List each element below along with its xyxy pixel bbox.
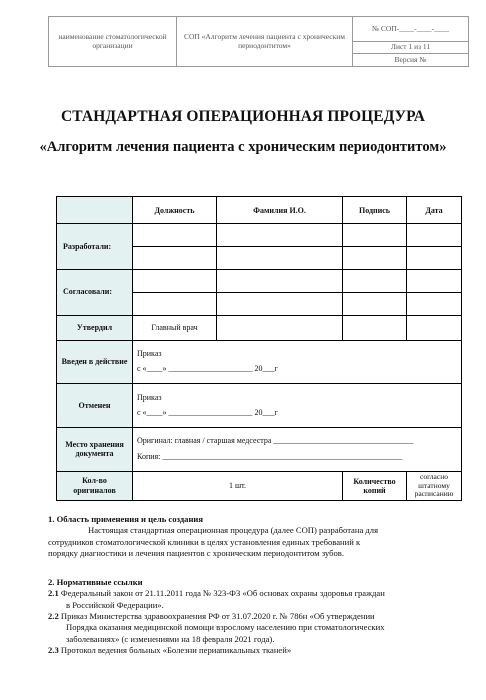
section-2-item-1-cont: в Российской Федерации». [66,599,164,610]
col-name-header: Фамилия И.О. [217,197,343,224]
col-position-header: Должность [133,197,217,224]
count-value: 1 шт. [133,471,343,500]
section-2-heading: 2. Нормативные ссылки [48,577,143,587]
cancelled-order-line: с «____» _____________________ 20___г [137,408,278,418]
developed-date-2[interactable] [407,246,462,269]
cancelled-label: Отменен [57,384,133,428]
copies-label: Количество копий [343,471,407,500]
introduced-order-line: с «____» _____________________ 20___г [137,364,278,374]
agreed-date-1[interactable] [407,269,462,292]
col-signature-header: Подпись [343,197,407,224]
agreed-signature-2[interactable] [343,292,407,315]
approved-signature[interactable] [343,315,407,340]
developed-name-2[interactable] [217,246,343,269]
original-line: Оригинал: главная / старшая медсестра ___________________________________ [137,436,414,446]
agreed-label: Согласовали: [57,269,133,315]
approved-name[interactable] [217,315,343,340]
approved-label: Утвердил [57,315,133,340]
sheet-cell: Лист 1 из 11 [353,42,469,54]
developed-name-1[interactable] [217,224,343,247]
sop-title-cell: СОП «Алгоритм лечения пациента с хроническим периодонтитом» [177,17,353,67]
approved-date[interactable] [407,315,462,340]
section-1-text-1: Настоящая стандартная операционная процедура (далее СОП) разработана для [88,525,379,536]
developed-signature-2[interactable] [343,246,407,269]
agreed-date-2[interactable] [407,292,462,315]
agreed-position-2[interactable] [133,292,217,315]
section-2 [48,577,473,656]
location-value[interactable] [133,428,462,472]
section-1-text-2: сотрудников стоматологической клиники в целях установления единых требований к [48,536,361,547]
section-2-item-2: 2.2 Приказ Министерства здравоохранения РФ от 31.07.2020 г. № 786н «Об утверждении [48,611,375,622]
introduced-order[interactable] [133,340,462,384]
developed-signature-1[interactable] [343,224,407,247]
version-cell: Версия № [353,54,469,67]
introduced-label: Введен в действие [57,340,133,384]
approval-table [56,196,462,501]
copies-value: согласно штатному расписанию [407,471,462,500]
agreed-position-1[interactable] [133,269,217,292]
section-1 [48,514,473,559]
developed-date-1[interactable] [407,224,462,247]
page-title: СТАНДАРТНАЯ ОПЕРАЦИОННАЯ ПРОЦЕДУРА [60,108,426,125]
section-2-item-2-cont-1: Порядка оказания медицинской помощи взрослому населению при стоматологических [66,622,385,633]
document-header [48,16,469,67]
developed-label: Разработали: [57,224,133,270]
agreed-name-1[interactable] [217,269,343,292]
section-2-item-1: 2.1 Федеральный закон от 21.11.2011 года № 323-ФЗ «Об основах охраны здоровья граждан [48,588,385,599]
agreed-name-2[interactable] [217,292,343,315]
page-subtitle: «Алгоритм лечения пациента с хроническим периодонтитом» [39,139,447,155]
col-date-header: Дата [407,197,462,224]
developed-position-2[interactable] [133,246,217,269]
count-label: Кол-во оригиналов [57,471,133,500]
org-name-cell: наименование стоматологической организации [49,17,177,67]
section-1-heading: 1. Область применения и цель создания [48,514,204,524]
copy-line: Копия: ____________________________________________________________ [137,452,403,462]
section-2-item-2-cont-2: заболеваниях» (с изменениями на 18 февраля 2021 года). [66,633,275,644]
cancelled-order-label: Приказ [137,392,162,402]
developed-position-1[interactable] [133,224,217,247]
agreed-signature-1[interactable] [343,269,407,292]
introduced-order-label: Приказ [137,349,162,359]
cancelled-order[interactable] [133,384,462,428]
location-label: Место хранения документа [57,428,133,472]
approved-position: Главный врач [133,315,217,340]
section-2-item-3: 2.3 Протокол ведения больных «Болезни периапикальных тканей» [48,645,292,656]
corner-cell [57,197,133,224]
sop-number-cell: № СОП-____-____-____ [353,17,469,42]
section-1-text-3: порядку диагностики и лечения пациентов с хроническим периодонтитом зубов. [48,548,344,559]
